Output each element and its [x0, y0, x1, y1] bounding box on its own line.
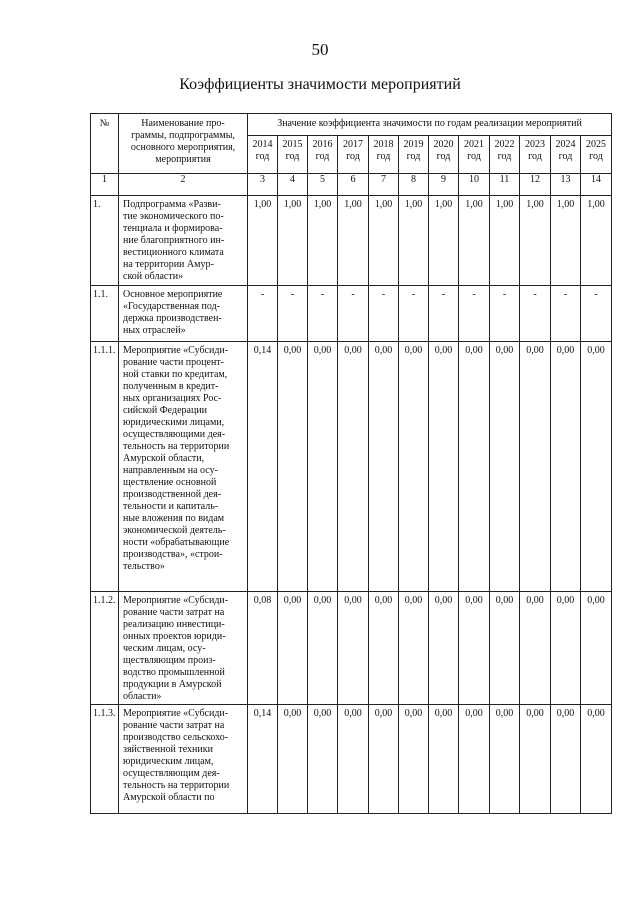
coefficient-value: -: [459, 286, 490, 342]
coefficient-value: -: [399, 286, 429, 342]
row-name-line: Подпрограмма «Разви-: [123, 199, 221, 210]
coefficient-value: 0,00: [581, 705, 612, 814]
header-name: [119, 114, 248, 174]
year-unit: год: [589, 151, 603, 162]
column-index-cell: 3: [248, 174, 278, 196]
coefficient-value: -: [278, 286, 308, 342]
row-name-line: держка производствен-: [123, 313, 222, 324]
page-number: 50: [311, 40, 329, 59]
coefficient-value: -: [248, 286, 278, 342]
year-unit: год: [467, 151, 481, 162]
coefficient-value: 0,00: [520, 592, 551, 705]
row-name: [119, 196, 248, 286]
coefficient-value: 1,00: [248, 196, 278, 286]
coefficient-value: -: [308, 286, 338, 342]
row-name-line: производство сельскохо-: [123, 732, 229, 743]
row-name-line: ческим лицам, осу-: [123, 643, 206, 654]
coefficient-value: -: [490, 286, 520, 342]
coefficient-value: 0,00: [429, 592, 459, 705]
coefficient-value: 1,00: [490, 196, 520, 286]
row-name-line: «Государственная под-: [123, 301, 220, 312]
row-name-line: ществляющим произ-: [123, 655, 216, 666]
coefficient-value: 1,00: [429, 196, 459, 286]
header-year-2016: [308, 136, 338, 174]
row-name-line: производственной дея-: [123, 489, 222, 500]
table-body: [91, 196, 612, 814]
coefficient-value: 0,00: [369, 705, 399, 814]
row-name-line: ние благоприятного ин-: [123, 235, 225, 246]
row-name-line: рование части процент-: [123, 357, 224, 368]
coefficient-value: 1,00: [551, 196, 581, 286]
coefficient-value: 0,08: [248, 592, 278, 705]
coefficient-value: 0,14: [248, 342, 278, 592]
year-value: 2015: [282, 139, 303, 150]
row-name-line: ской области»: [123, 271, 184, 282]
row-name-line: юридическими лицами,: [123, 417, 225, 428]
row-name: [119, 286, 248, 342]
column-index-row: [91, 174, 612, 196]
header-year-2014: [248, 136, 278, 174]
header-year-2018: [369, 136, 399, 174]
row-name-line: на территории Амур-: [123, 259, 214, 270]
coefficient-value: -: [551, 286, 581, 342]
row-name-line: реализацию инвестици-: [123, 619, 225, 630]
row-name-line: рование части затрат на: [123, 720, 225, 731]
coefficient-value: 0,00: [551, 342, 581, 592]
table-row: [91, 196, 612, 286]
row-name-line: осуществляющим дея-: [123, 768, 220, 779]
column-index-cell: 12: [520, 174, 551, 196]
header-name-line: основного мероприятия,: [130, 142, 236, 153]
year-unit: год: [497, 151, 512, 162]
year-value: 2022: [494, 139, 515, 150]
table-row: [91, 592, 612, 705]
year-unit: год: [406, 151, 421, 162]
row-name-line: вестиционного климата: [123, 247, 224, 258]
coefficient-value: 0,00: [551, 592, 581, 705]
coefficient-value: 0,00: [459, 342, 490, 592]
row-name-line: Амурской области,: [123, 453, 205, 464]
year-value: 2024: [555, 139, 576, 150]
row-name: [119, 705, 248, 814]
coefficient-value: -: [581, 286, 612, 342]
coefficient-value: 0,00: [520, 705, 551, 814]
row-name-line: Мероприятие «Субсиди-: [123, 345, 229, 356]
row-name-line: экономической деятель-: [123, 525, 226, 536]
coefficient-value: 0,00: [399, 342, 429, 592]
row-name-line: Основное мероприятие: [123, 289, 223, 300]
coefficient-value: 0,00: [308, 342, 338, 592]
table-row: [91, 342, 612, 592]
row-name-line: направленным на осу-: [123, 465, 218, 476]
year-value: 2014: [252, 139, 273, 150]
coefficient-value: 1,00: [308, 196, 338, 286]
header-year-2023: [520, 136, 551, 174]
row-name-line: тельность на территории: [123, 780, 230, 791]
column-index-cell: 11: [490, 174, 520, 196]
coefficient-value: 0,00: [369, 342, 399, 592]
table-header: [91, 114, 612, 196]
year-unit: год: [558, 151, 573, 162]
row-name-line: Амурской области по: [123, 792, 215, 803]
row-name-line: рование части затрат на: [123, 607, 225, 618]
row-name-line: ной ставки по кредитам,: [123, 369, 228, 380]
coefficient-value: 0,00: [278, 705, 308, 814]
year-unit: год: [436, 151, 451, 162]
column-index-cell: 13: [551, 174, 581, 196]
header-year-2025: [581, 136, 612, 174]
row-name-line: тенциала и формирова-: [123, 223, 223, 234]
row-name-line: осуществляющими дея-: [123, 429, 226, 440]
column-index-cell: 7: [369, 174, 399, 196]
coefficient-value: 1,00: [520, 196, 551, 286]
year-unit: год: [346, 151, 360, 162]
document-title: Коэффициенты значимости мероприятий: [179, 76, 461, 93]
row-name-line: ществление основной: [123, 477, 217, 488]
coefficient-value: 0,00: [399, 705, 429, 814]
coefficient-value: 0,00: [490, 342, 520, 592]
year-value: 2019: [403, 139, 424, 150]
row-name: [119, 592, 248, 705]
coefficient-value: 1,00: [278, 196, 308, 286]
row-name-line: зяйственной техники: [123, 744, 213, 755]
coefficient-value: 0,00: [459, 592, 490, 705]
coefficient-value: 0,00: [490, 592, 520, 705]
column-index-cell: 8: [399, 174, 429, 196]
row-name-line: области»: [123, 691, 162, 702]
row-name-line: тие экономического по-: [123, 211, 224, 222]
coefficient-value: 0,00: [308, 705, 338, 814]
row-name-line: сийской Федерации: [123, 405, 208, 416]
year-unit: год: [528, 151, 542, 162]
significance-table: [90, 113, 612, 814]
header-year-2022: [490, 136, 520, 174]
coefficient-value: 1,00: [581, 196, 612, 286]
coefficient-value: 0,00: [338, 705, 369, 814]
coefficient-value: 0,00: [581, 592, 612, 705]
coefficient-value: 0,14: [248, 705, 278, 814]
year-value: 2016: [312, 139, 333, 150]
table-row: [91, 286, 612, 342]
coefficient-value: 0,00: [278, 592, 308, 705]
row-name-line: водство промышленной: [123, 667, 225, 678]
year-unit: год: [376, 151, 391, 162]
header-name-line: граммы, подпрограммы,: [131, 130, 235, 141]
coefficient-value: -: [369, 286, 399, 342]
coefficient-value: 0,00: [490, 705, 520, 814]
coefficient-value: -: [338, 286, 369, 342]
row-name-line: полученным в кредит-: [123, 381, 219, 392]
row-name-line: ные вложения по видам: [123, 513, 225, 524]
row-name-line: онных проектов юриди-: [123, 631, 226, 642]
row-name-line: продукции в Амурской: [123, 679, 222, 690]
column-index-cell: 6: [338, 174, 369, 196]
column-index-cell: 9: [429, 174, 459, 196]
row-number: 1.1.1.: [91, 342, 119, 592]
column-index-cell: 4: [278, 174, 308, 196]
coefficient-value: 0,00: [338, 592, 369, 705]
header-name-line: Наименование про-: [141, 118, 225, 129]
column-index-cell: 5: [308, 174, 338, 196]
year-value: 2018: [373, 139, 394, 150]
year-value: 2023: [525, 139, 545, 150]
coefficient-value: 0,00: [551, 705, 581, 814]
column-index-cell: 10: [459, 174, 490, 196]
coefficient-value: -: [429, 286, 459, 342]
row-number: 1.: [91, 196, 119, 286]
column-index-cell: 14: [581, 174, 612, 196]
coefficient-value: 1,00: [399, 196, 429, 286]
header-year-2015: [278, 136, 308, 174]
year-unit: год: [315, 151, 330, 162]
coefficient-value: 0,00: [581, 342, 612, 592]
header-number: №: [91, 114, 119, 174]
year-unit: год: [285, 151, 300, 162]
header-year-2021: [459, 136, 490, 174]
row-name-line: тельность на территории: [123, 441, 230, 452]
coefficient-value: 0,00: [429, 705, 459, 814]
year-value: 2017: [343, 139, 363, 150]
row-name-line: тельности и капиталь-: [123, 501, 219, 512]
row-name-line: Мероприятие «Субсиди-: [123, 708, 229, 719]
year-unit: год: [255, 151, 270, 162]
header-year-2024: [551, 136, 581, 174]
header-year-2017: [338, 136, 369, 174]
table-row: [91, 705, 612, 814]
year-value: 2021: [464, 139, 484, 150]
row-name-line: ных отраслей»: [123, 325, 186, 336]
year-value: 2020: [433, 139, 454, 150]
row-name: [119, 342, 248, 592]
column-index-cell: 2: [119, 174, 248, 196]
coefficient-value: 0,00: [308, 592, 338, 705]
row-number: 1.1.: [91, 286, 119, 342]
coefficient-value: 0,00: [369, 592, 399, 705]
coefficient-value: 0,00: [520, 342, 551, 592]
row-name-line: тельство»: [123, 561, 165, 572]
coefficient-value: 1,00: [338, 196, 369, 286]
column-index-cell: 1: [91, 174, 119, 196]
row-name-line: Мероприятие «Субсиди-: [123, 595, 229, 606]
coefficient-value: 0,00: [429, 342, 459, 592]
year-value: 2025: [586, 139, 606, 150]
row-number: 1.1.2.: [91, 592, 119, 705]
coefficient-value: 1,00: [369, 196, 399, 286]
coefficient-value: 1,00: [459, 196, 490, 286]
header-years-group: Значение коэффициента значимости по годам реализации мероприятий: [248, 114, 612, 136]
coefficient-value: 0,00: [278, 342, 308, 592]
row-number: 1.1.3.: [91, 705, 119, 814]
row-name-line: производства», «строи-: [123, 549, 223, 560]
coefficient-value: 0,00: [399, 592, 429, 705]
header-year-2019: [399, 136, 429, 174]
row-name-line: ности «обрабатывающие: [123, 537, 230, 548]
coefficient-value: -: [520, 286, 551, 342]
coefficient-value: 0,00: [459, 705, 490, 814]
coefficient-value: 0,00: [338, 342, 369, 592]
row-name-line: ных организациях Рос-: [123, 393, 222, 404]
header-year-2020: [429, 136, 459, 174]
row-name-line: юридическим лицам,: [123, 756, 214, 767]
header-name-line: мероприятия: [155, 154, 211, 165]
